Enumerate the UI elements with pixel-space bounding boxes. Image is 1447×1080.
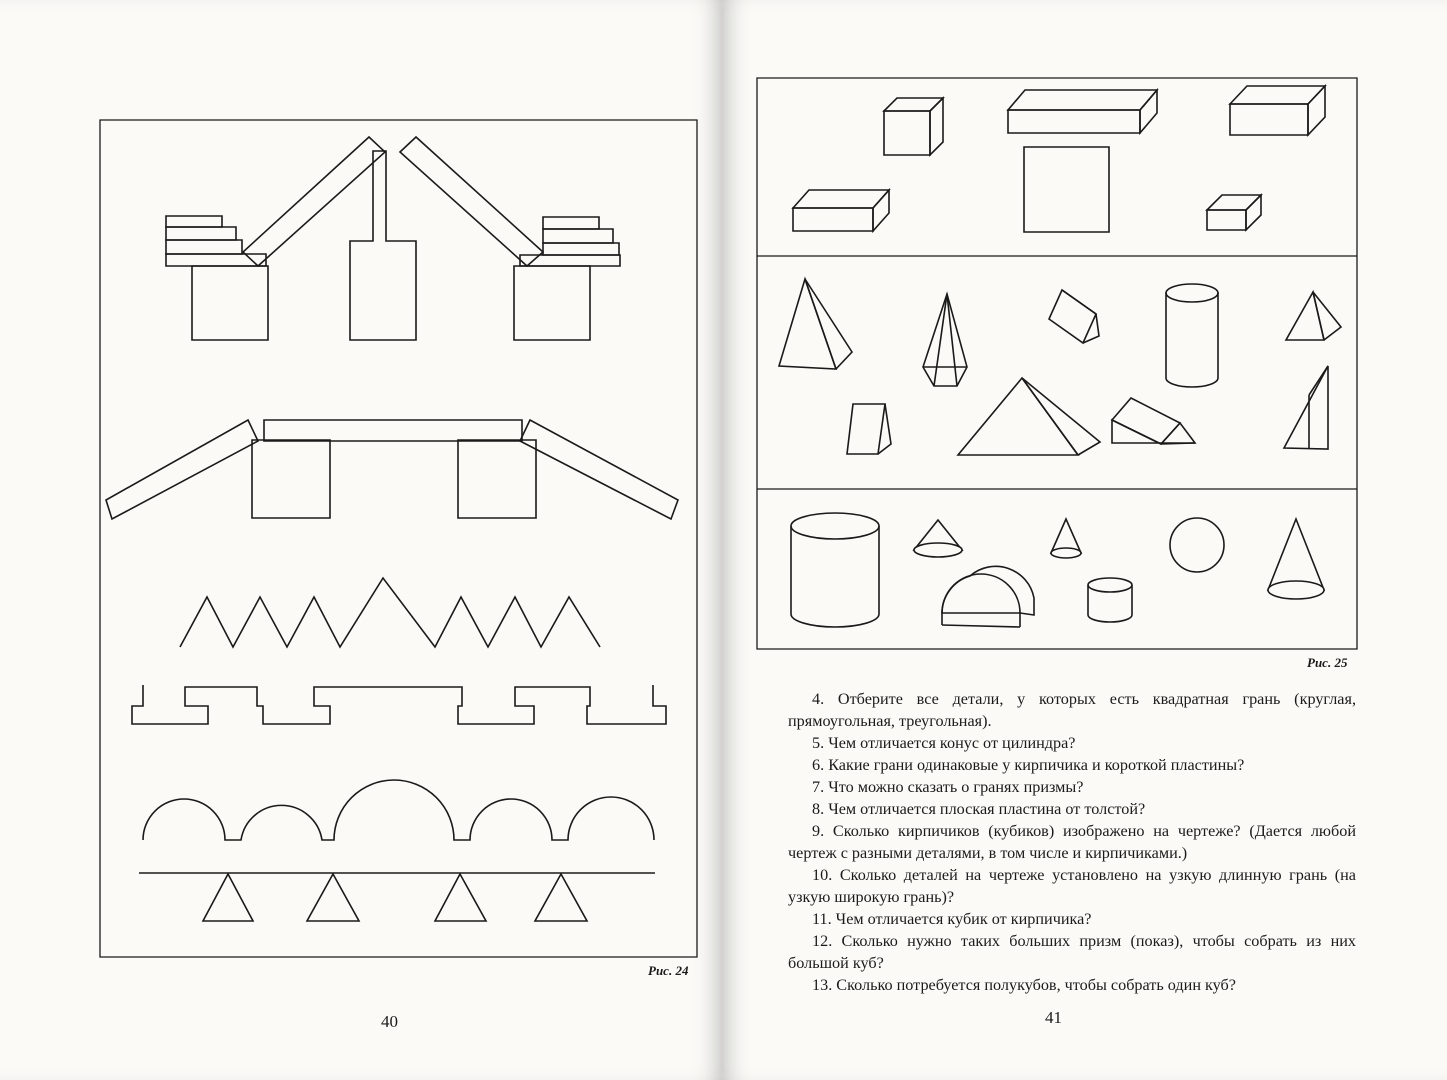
- tall-wedge: [1284, 366, 1328, 449]
- cone-small-left: [914, 520, 962, 557]
- question-13: 13. Сколько потребуется полукубов, чтобы собрать один куб?: [812, 976, 1236, 994]
- cylinder-large: [791, 513, 879, 627]
- question-4: 4. Отберите все детали, у которых есть квадратная грань (круглая, прямоугольная, треугольная).: [788, 690, 1356, 730]
- pyramid-left: [779, 279, 852, 369]
- cube-small: [884, 98, 943, 155]
- figure-25-frame: [757, 78, 1357, 649]
- figure-25-caption: Рис. 25: [1307, 655, 1348, 670]
- cylinder-tall: [1166, 284, 1218, 387]
- question-9: 9. Сколько кирпичиков (кубиков) изображено на чертеже? (Дается любой чертеж с разными деталями, в том числе и кирпичиками.): [788, 822, 1356, 862]
- ball: [1170, 518, 1224, 572]
- pyramid-right: [1286, 292, 1341, 340]
- question-7: 7. Что можно сказать о гранях призмы?: [812, 778, 1084, 796]
- hexagonal-pyramid: [923, 294, 967, 386]
- questions-text: [788, 688, 1356, 996]
- brick-left: [793, 190, 889, 231]
- half-cube: [1207, 195, 1261, 230]
- square-plate: [1024, 147, 1109, 232]
- cone-small-middle: [1051, 519, 1081, 558]
- wedge-prism: [1112, 398, 1195, 444]
- question-12: 12. Сколько нужно таких больших призм (показ), чтобы собрать из них большой куб?: [788, 932, 1356, 972]
- question-5: 5. Чем отличается конус от цилиндра?: [812, 734, 1076, 752]
- wedge-small: [847, 404, 891, 454]
- question-10: 10. Сколько деталей на чертеже установлено на узкую длинную грань (на узкую широкую грань)?: [788, 866, 1356, 906]
- cylinder-short: [1088, 578, 1132, 622]
- brick-right: [1230, 86, 1325, 135]
- question-8: 8. Чем отличается плоская пластина от толстой?: [812, 800, 1146, 818]
- half-cylinder: [942, 566, 1034, 627]
- figure-24-caption: Рис. 24: [648, 963, 689, 978]
- cone-large: [1268, 519, 1324, 599]
- page-number-left: 40: [381, 1012, 398, 1031]
- question-11: 11. Чем отличается кубик от кирпичика?: [812, 910, 1092, 928]
- triangular-prism-small: [1049, 290, 1099, 343]
- brick-long: [1008, 90, 1157, 133]
- triangular-prism-large: [958, 378, 1100, 455]
- question-6: 6. Какие грани одинаковые у кирпичика и короткой пластины?: [812, 756, 1245, 774]
- page-number-right: 41: [1045, 1008, 1062, 1027]
